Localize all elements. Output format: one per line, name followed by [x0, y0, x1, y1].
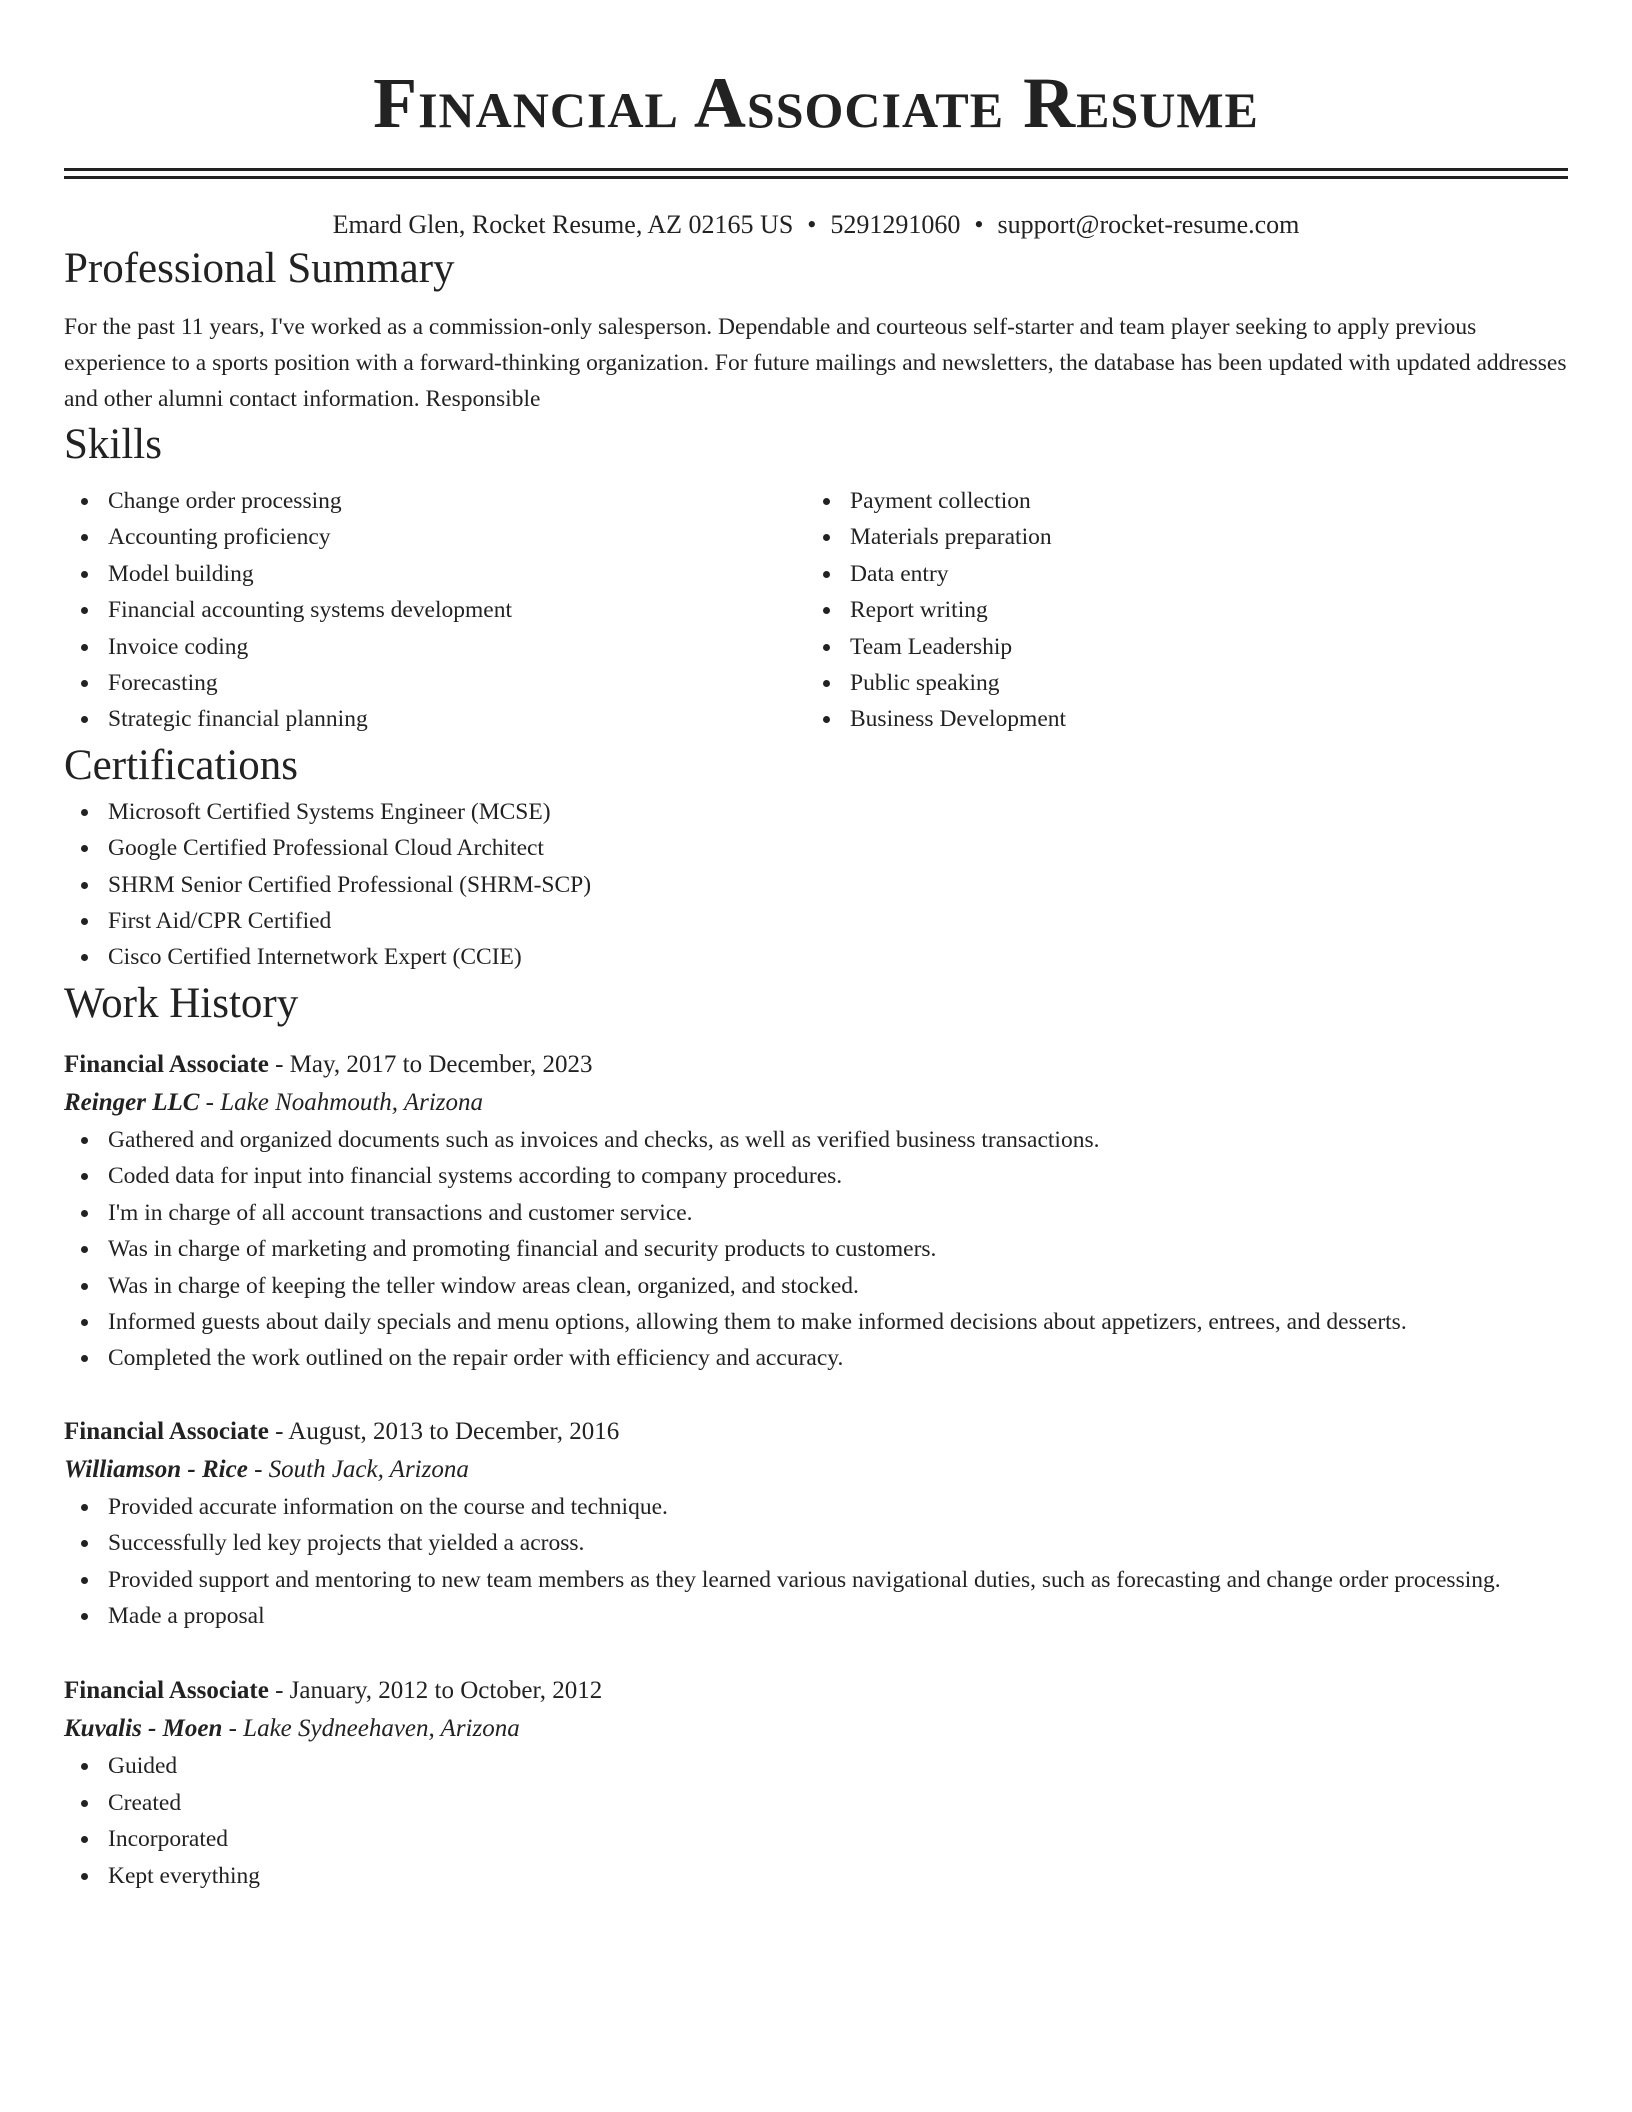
- contact-email[interactable]: support@rocket-resume.com: [997, 210, 1300, 239]
- title-double-rule: [64, 168, 1568, 179]
- skill-item: Data entry: [806, 556, 1548, 592]
- job-header: [64, 1413, 1568, 1451]
- job-company-line: [64, 1084, 1568, 1122]
- skill-item: Payment collection: [806, 483, 1548, 519]
- job-bullet: Provided accurate information on the course and technique.: [64, 1489, 1568, 1525]
- job-bullet: Completed the work outlined on the repair order with efficiency and accuracy.: [64, 1340, 1568, 1376]
- skill-item: Accounting proficiency: [64, 519, 806, 555]
- certification-item: Microsoft Certified Systems Engineer (MCSE): [64, 794, 1568, 830]
- job-entry: [64, 1046, 1568, 1377]
- summary-text: For the past 11 years, I've worked as a commission-only salesperson. Dependable and courteous self-starter and team player seeking to apply previous experience to a sports position with a forward-thinking organization. For future mailings and newsletters, the database has been updated with updated addresses and other alumni contact information. Responsible: [64, 314, 1567, 412]
- skills-list-right: [806, 483, 1548, 738]
- job-company-line: [64, 1451, 1568, 1489]
- skill-item: Business Development: [806, 701, 1548, 737]
- skills-list-left: [64, 483, 806, 738]
- certification-item: Cisco Certified Internetwork Expert (CCIE): [64, 939, 1568, 975]
- skill-item: Materials preparation: [806, 519, 1548, 555]
- job-bullet: Made a proposal: [64, 1598, 1568, 1634]
- job-location: - South Jack, Arizona: [247, 1455, 469, 1483]
- job-bullet: Successfully led key projects that yielded a across.: [64, 1525, 1568, 1561]
- job-location: - Lake Noahmouth, Arizona: [199, 1088, 483, 1116]
- job-company: Reinger LLC: [64, 1088, 200, 1116]
- job-dates: - August, 2013 to December, 2016: [268, 1417, 620, 1445]
- summary-heading: Professional Summary: [64, 245, 455, 292]
- job-bullet: I'm in charge of all account transactions and customer service.: [64, 1195, 1568, 1231]
- job-header: [64, 1046, 1568, 1084]
- job-role: Financial Associate: [64, 1677, 269, 1705]
- skill-item: Change order processing: [64, 483, 806, 519]
- job-bullet: Provided support and mentoring to new team members as they learned various navigational duties, such as forecasting and change order processing.: [64, 1562, 1568, 1598]
- job-bullet: Coded data for input into financial systems according to company procedures.: [64, 1158, 1568, 1194]
- job-bullet: Was in charge of keeping the teller window areas clean, organized, and stocked.: [64, 1268, 1568, 1304]
- job-company-line: [64, 1710, 1568, 1748]
- job-bullet: Was in charge of marketing and promoting financial and security products to customers.: [64, 1231, 1568, 1267]
- skill-item: Team Leadership: [806, 629, 1548, 665]
- skills-columns: [64, 483, 1568, 738]
- job-company: Kuvalis - Moen: [64, 1715, 223, 1743]
- skill-item: Forecasting: [64, 665, 806, 701]
- job-bullet: Kept everything: [64, 1858, 1568, 1894]
- job-role: Financial Associate: [64, 1050, 269, 1078]
- certification-item: First Aid/CPR Certified: [64, 903, 1568, 939]
- contact-separator: •: [974, 210, 984, 239]
- skill-item: Report writing: [806, 592, 1548, 628]
- job-bullet: Gathered and organized documents such as invoices and checks, as well as verified business transactions.: [64, 1122, 1568, 1158]
- job-bullets: [64, 1489, 1568, 1635]
- skill-item: Financial accounting systems development: [64, 592, 806, 628]
- contact-address: Emard Glen, Rocket Resume, AZ 02165 US: [332, 210, 794, 239]
- job-entry: [64, 1413, 1568, 1635]
- job-bullet: Informed guests about daily specials and menu options, allowing them to make informed decisions about appetizers, entrees, and desserts.: [64, 1304, 1568, 1340]
- certifications-heading: Certifications: [64, 741, 299, 789]
- job-header: [64, 1672, 1568, 1710]
- job-entry: [64, 1672, 1568, 1894]
- job-bullet: Incorporated: [64, 1821, 1568, 1857]
- skill-item: Model building: [64, 556, 806, 592]
- certification-item: SHRM Senior Certified Professional (SHRM-SCP): [64, 867, 1568, 903]
- job-bullet: Guided: [64, 1748, 1568, 1784]
- job-location: - Lake Sydneehaven, Arizona: [222, 1715, 520, 1743]
- skill-item: Invoice coding: [64, 629, 806, 665]
- job-bullets: [64, 1748, 1568, 1894]
- skills-heading: Skills: [64, 421, 162, 468]
- work-history-heading: Work History: [64, 979, 299, 1027]
- contact-separator: •: [807, 210, 817, 239]
- skill-item: Strategic financial planning: [64, 701, 806, 737]
- job-role: Financial Associate: [64, 1417, 269, 1445]
- resume-page: [64, 0, 1568, 1894]
- contact-phone[interactable]: 5291291060: [830, 210, 961, 239]
- job-bullet: Created: [64, 1785, 1568, 1821]
- resume-title: Financial Associate Resume: [373, 63, 1259, 143]
- skill-item: Public speaking: [806, 665, 1548, 701]
- contact-line: [64, 209, 1568, 241]
- job-dates: - May, 2017 to December, 2023: [268, 1050, 593, 1078]
- certification-item: Google Certified Professional Cloud Architect: [64, 830, 1568, 866]
- job-bullets: [64, 1122, 1568, 1377]
- job-company: Williamson - Rice: [64, 1455, 248, 1483]
- job-dates: - January, 2012 to October, 2012: [268, 1677, 603, 1705]
- certifications-list: [64, 794, 1568, 976]
